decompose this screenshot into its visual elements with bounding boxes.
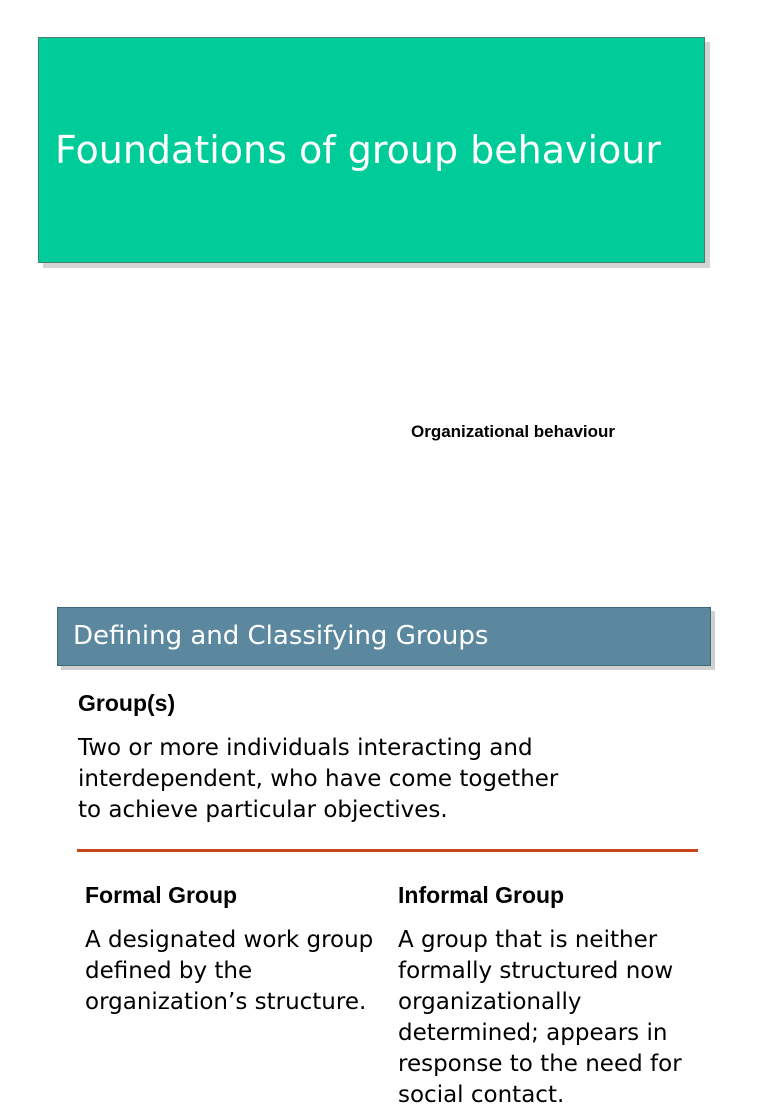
- divider-line: [77, 849, 698, 852]
- informal-group-definition: A group that is neither formally structured now organizationally determined; appears in response to the need for social contact.: [398, 927, 682, 1108]
- title-banner: [38, 37, 705, 263]
- group-definition: Two or more individuals interacting and interdependent, who have come together to achieve particular objectives.: [78, 735, 559, 823]
- formal-group-definition: A designated work group defined by the organization’s structure.: [85, 927, 374, 1015]
- section-heading: Defining and Classifying Groups: [73, 621, 489, 651]
- informal-group-heading: Informal Group: [398, 882, 565, 908]
- slide-subtitle: Organizational behaviour: [411, 422, 616, 441]
- section-banner: [57, 607, 711, 666]
- formal-group-heading: Formal Group: [85, 882, 238, 908]
- slide-title: Foundations of group behaviour: [55, 128, 662, 172]
- group-term: Group(s): [78, 690, 176, 716]
